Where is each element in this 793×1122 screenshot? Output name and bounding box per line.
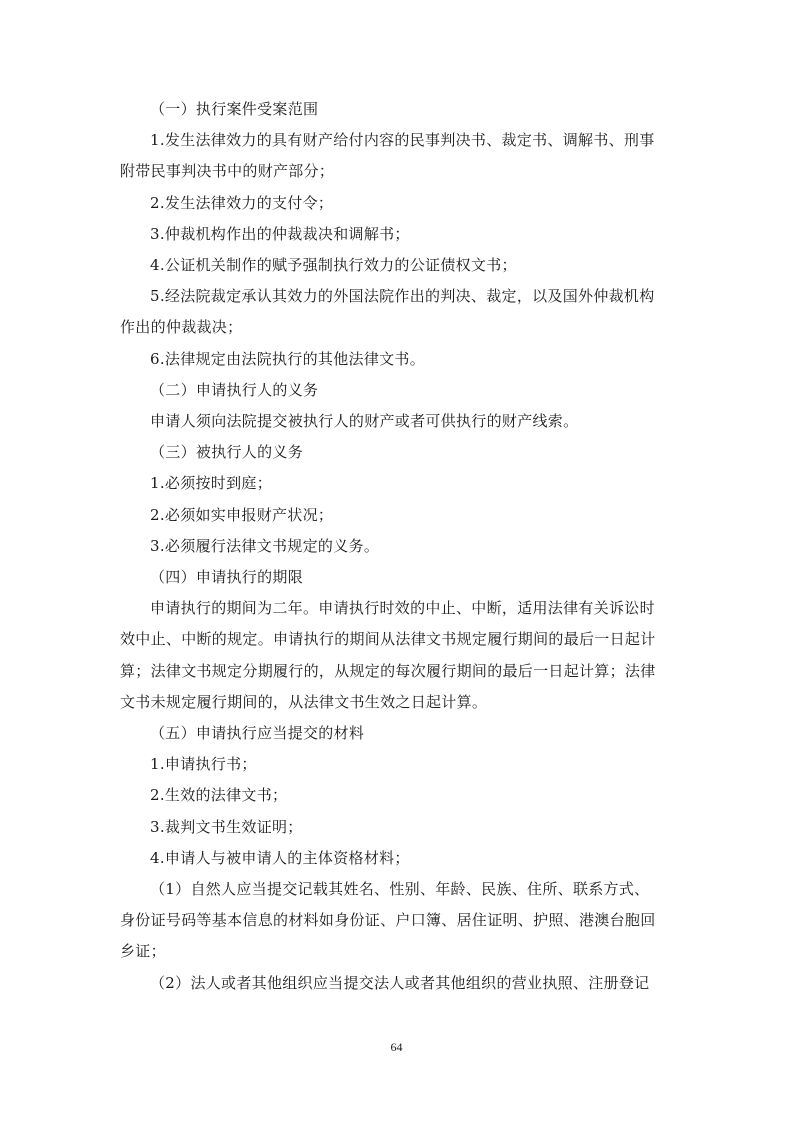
paragraph-line: （1）自然人应当提交记载其姓名、性别、年龄、民族、住所、联系方式、 [150,880,650,899]
list-item: 6.法律规定由法院执行的其他法律文书。 [150,349,426,368]
paragraph-line: 附带民事判决书中的财产部分； [120,162,335,181]
paragraph-line: 1.发生法律效力的具有财产给付内容的民事判决书、裁定书、调解书、刑事 [150,131,655,150]
list-item: 3.裁判文书生效证明； [150,817,303,836]
section-heading: （三）被执行人的义务 [150,443,304,462]
section-heading: （一）执行案件受案范围 [150,100,319,118]
paragraph-line: 乡证； [120,942,166,961]
document-body [120,94,676,999]
paragraph-line: 身份证号码等基本信息的材料如身份证、户口簿、居住证明、护照、港澳台胞回 [120,911,656,930]
list-item: 1.申请执行书； [150,755,257,774]
section-heading: （四）申请执行的期限 [150,568,304,587]
list-item: 1.必须按时到庭； [150,474,273,493]
list-item: 3.必须履行法律文书规定的义务。 [150,536,380,555]
list-item: 2.必须如实申报财产状况； [150,505,334,524]
paragraph-line: 算；法律文书规定分期履行的，从规定的每次履行期间的最后一日起计算；法律 [120,661,656,680]
list-item: 2.发生法律效力的支付令； [150,193,334,212]
paragraph-line: 5.经法院裁定承认其效力的外国法院作出的判决、裁定，以及国外仲裁机构 [150,287,655,306]
page-number: 64 [390,1040,403,1054]
paragraph-line: （2）法人或者其他组织应当提交法人或者其他组织的营业执照、注册登记 [150,973,650,992]
paragraph-line: 申请执行的期间为二年。申请执行时效的中止、中断，适用法律有关诉讼时 [150,599,655,618]
paragraph-line: 申请人须向法院提交被执行人的财产或者可供执行的财产线索。 [150,412,579,431]
paragraph-line: 文书未规定履行期间的，从法律文书生效之日起计算。 [120,692,488,711]
list-item: 3.仲裁机构作出的仲裁裁决和调解书； [150,224,410,243]
paragraph-line: 作出的仲裁裁决； [120,318,243,337]
list-item: 4.申请人与被申请人的主体资格材料； [150,848,410,867]
section-heading: （二）申请执行人的义务 [150,380,319,399]
list-item: 2.生效的法律文书； [150,786,288,805]
list-item: 4.公证机关制作的赋予强制执行效力的公证债权文书； [150,256,517,275]
section-heading: （五）申请执行应当提交的材料 [150,724,365,743]
paragraph-line: 效中止、中断的规定。申请执行的期间从法律文书规定履行期间的最后一日起计 [120,630,656,649]
